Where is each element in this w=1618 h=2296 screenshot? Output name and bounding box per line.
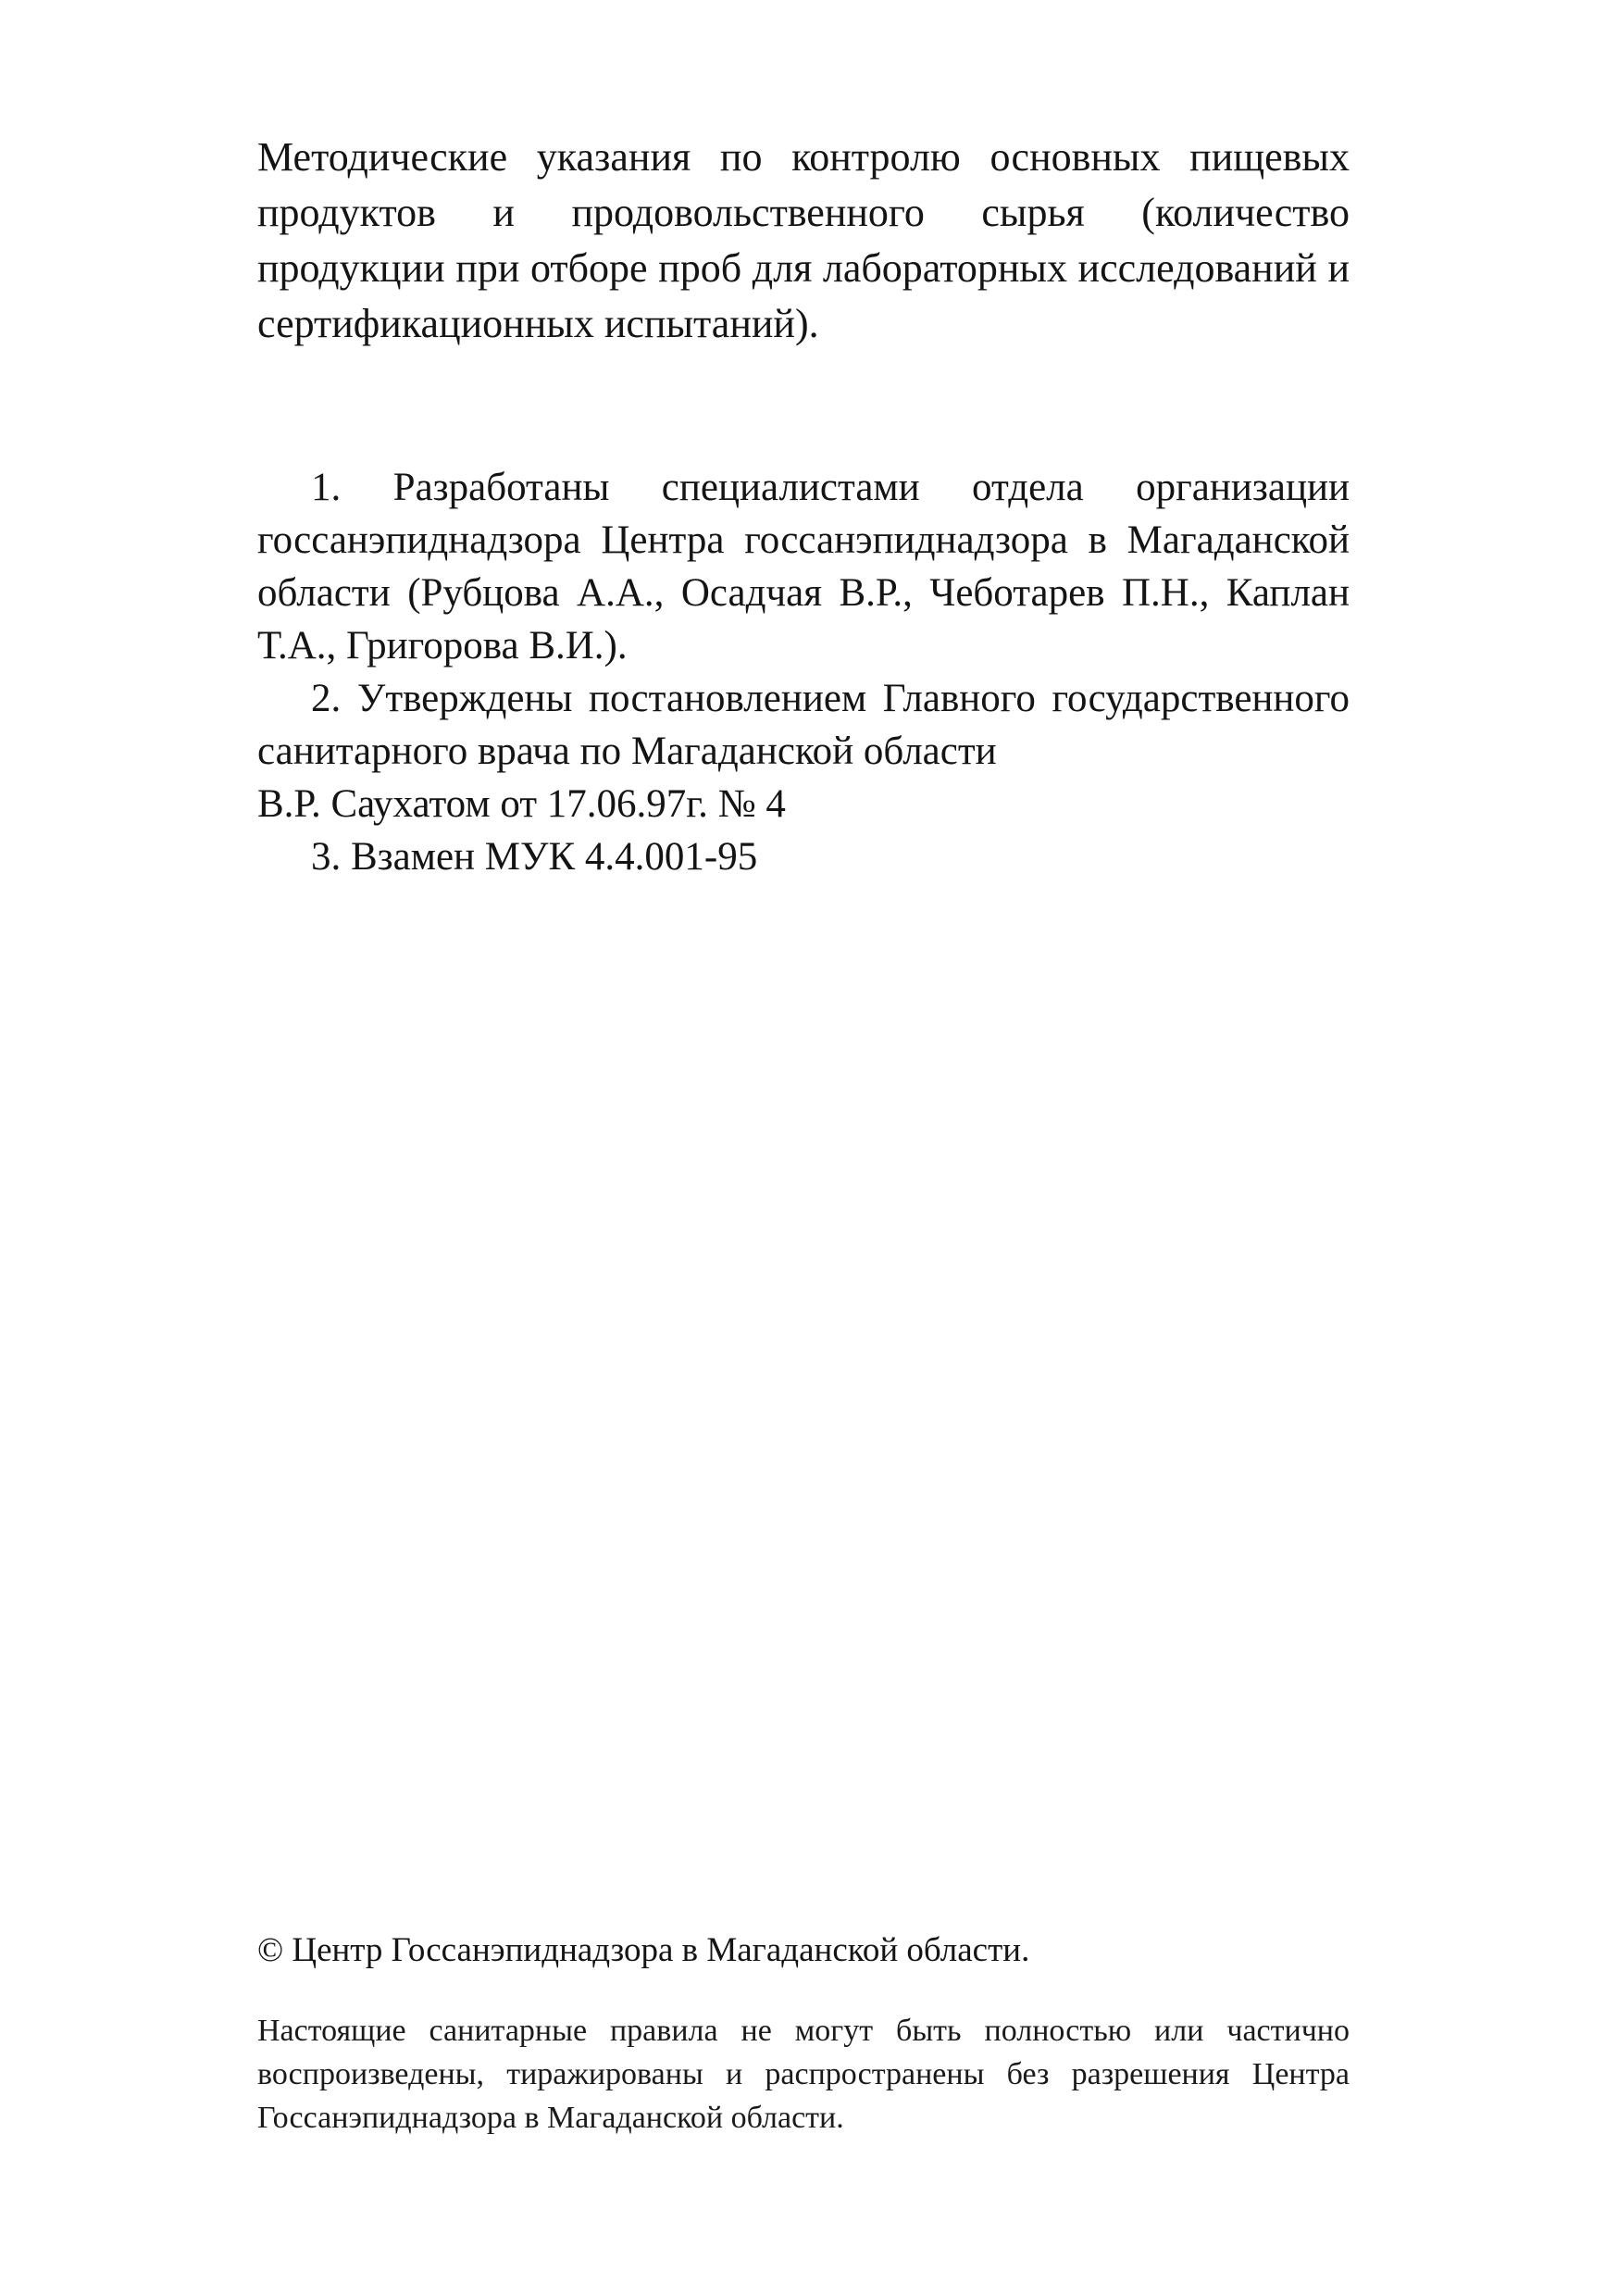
- document-description: Методические указания по контролю основных пищевых продуктов и продовольственного сырья (количество продукции при отборе проб для лабораторных исследований и сертификационных испытаний).: [257, 134, 1350, 346]
- copyright-line: © Центр Госсанэпиднадзора в Магаданской области.: [257, 1931, 1030, 1969]
- credit-approved-by-continuation: В.Р. Саухатом от 17.06.97г. № 4: [257, 782, 786, 826]
- document-credits: [257, 461, 1350, 883]
- credit-approved-by: 2. Утверждены постановлением Главного государственного санитарного врача по Магаданской области: [257, 677, 1350, 773]
- credit-developed-by: 1. Разработаны специалистами отдела организации госсанэпиднадзора Центра госсанэпиднадзора в Магаданской области (Рубцова А.А., Осадчая В.Р., Чеботарев П.Н., Каплан Т.А., Григорова В.И.).: [257, 466, 1350, 668]
- reproduction-notice: Настоящие санитарные правила не могут быть полностью или частично воспроизведены, тиражированы и распространены без разрешения Центра Госсанэпиднадзора в Магаданской области.: [257, 2014, 1350, 2135]
- credit-replaces: 3. Взамен МУК 4.4.001-95: [311, 835, 758, 879]
